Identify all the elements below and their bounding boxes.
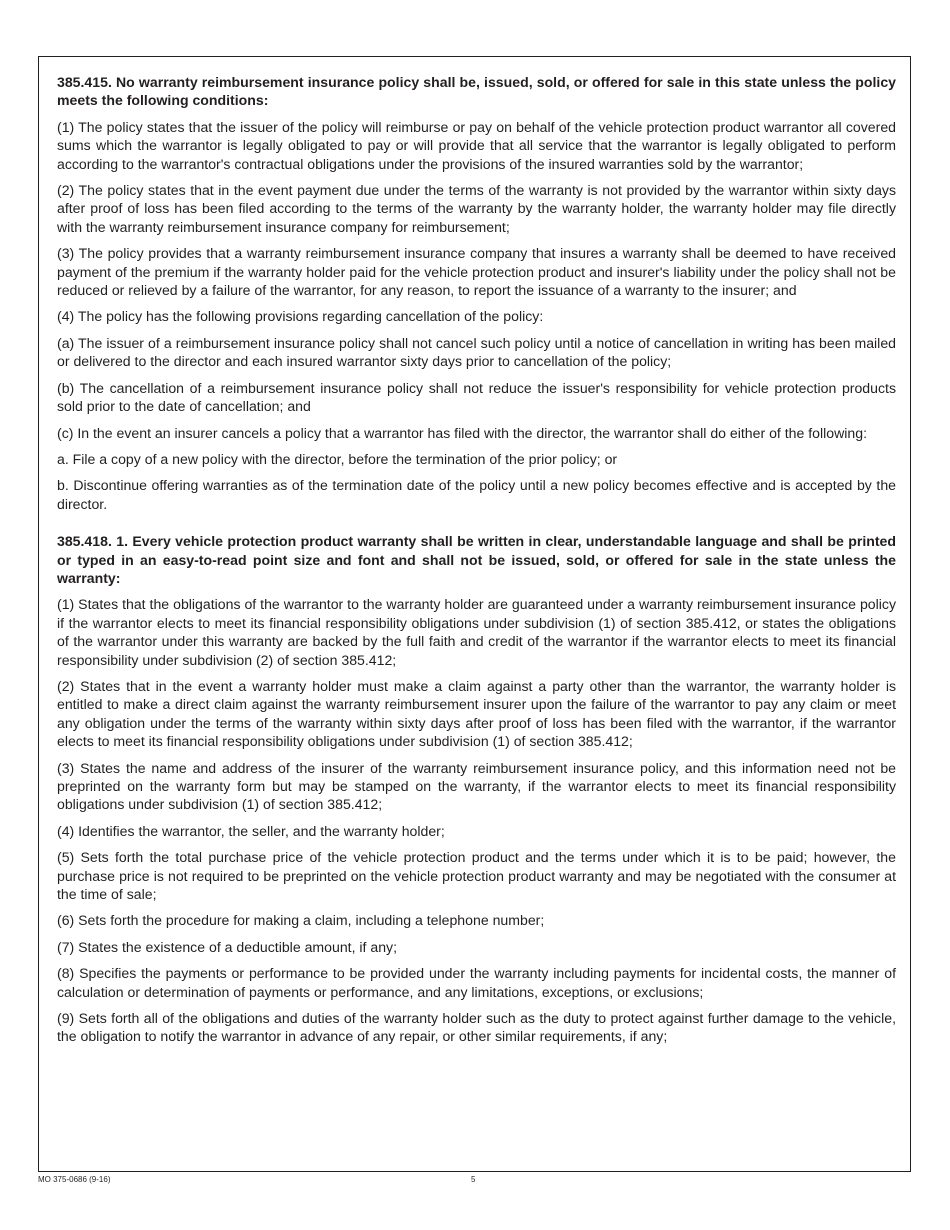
section-385-418-paragraph-6: (6) Sets forth the procedure for making a claim, including a telephone number; <box>57 912 545 929</box>
section-385-415-heading: 385.415. No warranty reimbursement insurance policy shall be, issued, sold, or offered for sale in this state unless the policy meets the following conditions: <box>57 74 896 109</box>
section-385-415-paragraph-2: (2) The policy states that in the event payment due under the terms of the warranty is not provided by the warrantor within sixty days after proof of loss has been filed according to the terms of the warranty by the warranty holder, the warranty holder may file directly with the warranty reimbursement insurance company for reimbursement; <box>57 182 896 235</box>
section-385-415-paragraph-3: (3) The policy provides that a warranty reimbursement insurance company that insures a warranty shall be deemed to have received payment of the premium if the warranty holder paid for the vehicle protection product and insurer's liability under the policy shall not be reduced or relieved by a failure of the warrantor, for any reason, to report the issuance of a warranty to the insurer; and <box>57 245 896 299</box>
section-385-418-heading: 385.418. 1. Every vehicle protection product warranty shall be written in clear, understandable language and shall be printed or typed in an easy-to-read point size and font and shall not be issued, sold, or offered for sale in the state unless the warranty: <box>57 533 896 586</box>
section-385-418-paragraph-2: (2) States that in the event a warranty holder must make a claim against a party other than the warrantor, the warranty holder is entitled to make a direct claim against the warranty reimbursement insurer upon the failure of the warrantor to pay any claim or meet any obligation under the terms of the warranty within sixty days after proof of loss has been filed with the warrantor, if the warrantor elects to meet its financial responsibility obligations under subdivision (1) of section 385.412; <box>57 677 896 750</box>
section-385-415-paragraph-4a: (a) The issuer of a reimbursement insurance policy shall not cancel such policy until a notice of cancellation in writing has been mailed or delivered to the director and each insured warrantor sixty days prior to cancellation of the policy; <box>57 334 896 370</box>
section-385-418-paragraph-8: (8) Specifies the payments or performance to be provided under the warranty including payments for incidental costs, the manner of calculation or determination of payments or performance, and any limitations, exceptions, or exclusions; <box>57 965 896 1000</box>
section-385-415-paragraph-4b: (b) The cancellation of a reimbursement insurance policy shall not reduce the issuer's responsibility for vehicle protection products sold prior to the date of cancellation; and <box>57 379 896 415</box>
section-385-418-paragraph-4: (4) Identifies the warrantor, the seller, and the warranty holder; <box>57 822 445 839</box>
section-385-418-paragraph-3: (3) States the name and address of the insurer of the warranty reimbursement insurance policy, and this information need not be preprinted on the warranty form but may be stamped on the warranty, if the warrantor elects to meet its financial responsibility obligations under subdivision (1) of section 385.412; <box>57 759 896 813</box>
document-body <box>57 73 896 1054</box>
section-385-415-item-a: a. File a copy of a new policy with the director, before the termination of the prior policy; or <box>57 450 618 467</box>
document-frame <box>38 56 911 1172</box>
form-number: MO 375-0686 (9-16) <box>38 1175 111 1184</box>
section-385-418-paragraph-7: (7) States the existence of a deductible amount, if any; <box>57 938 398 955</box>
section-385-418-paragraph-9: (9) Sets forth all of the obligations and duties of the warranty holder such as the duty to protect against further damage to the vehicle, the obligation to notify the warrantor in advance of any repair, or other similar requirements, if any; <box>57 1010 896 1045</box>
section-385-415-paragraph-1: (1) The policy states that the issuer of the policy will reimburse or pay on behalf of the vehicle protection product warrantor all covered sums which the warrantor is legally obligated to pay or will provide that all service that the warrantor is legally obligated to perform according to the warrantor's contractual obligations under the provisions of the insured warranties sold by the warrantor; <box>57 118 896 172</box>
section-385-415-paragraph-4c: (c) In the event an insurer cancels a policy that a warrantor has filed with the director, the warrantor shall do either of the following: <box>57 424 868 441</box>
section-385-418-paragraph-5: (5) Sets forth the total purchase price of the vehicle protection product and the terms under which it is to be paid; however, the purchase price is not required to be preprinted on the vehicle protection product warranty and may be negotiated with the consumer at the time of sale; <box>57 849 896 903</box>
section-385-418-paragraph-1: (1) States that the obligations of the warrantor to the warranty holder are guaranteed under a warranty reimbursement insurance policy if the warrantor elects to meet its financial responsibility obligations under subdivision (1) of section 385.412, or states the obligations of the warrantor under this warranty are backed by the full faith and credit of the warrantor if the warrantor elects to meet its financial responsibility under subdivision (2) of section 385.412; <box>57 596 896 668</box>
page-number: 5 <box>471 1175 476 1184</box>
section-385-415-paragraph-4: (4) The policy has the following provisions regarding cancellation of the policy: <box>57 308 544 325</box>
section-385-415-item-b: b. Discontinue offering warranties as of the termination date of the policy until a new policy becomes effective and is accepted by the director. <box>57 477 896 512</box>
